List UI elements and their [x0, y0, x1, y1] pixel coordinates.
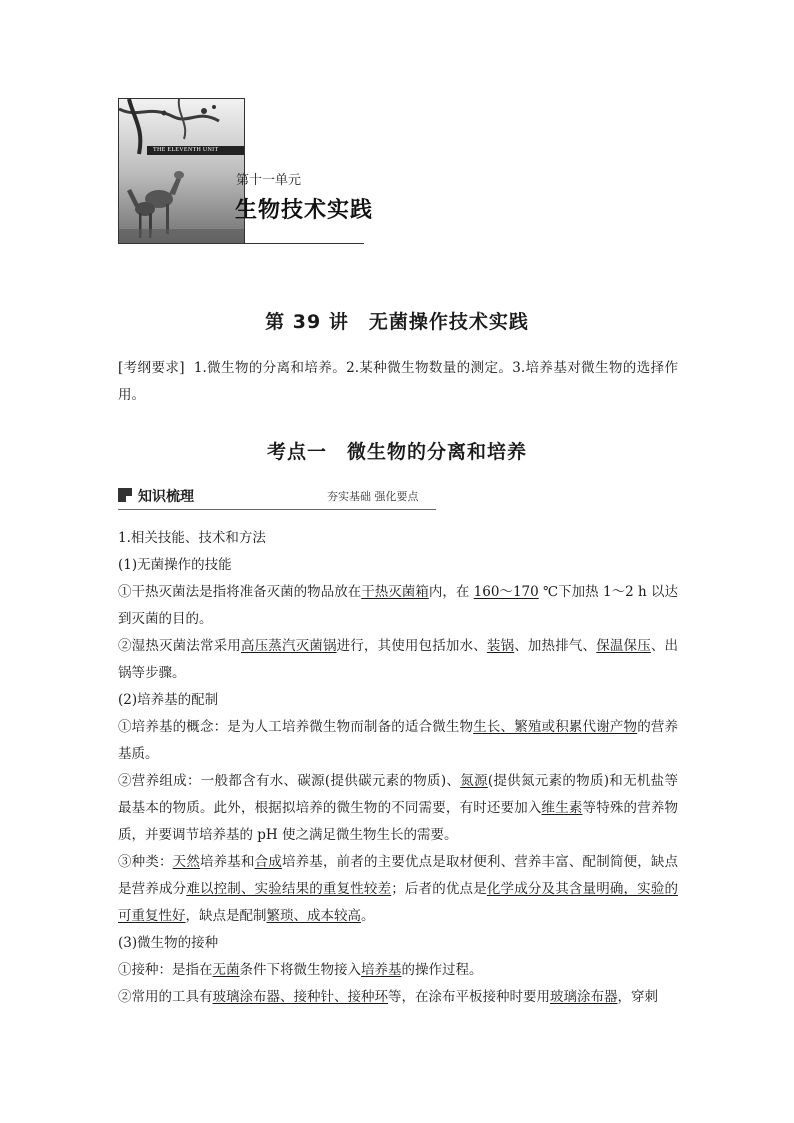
- subheading-2: (2)培养基的配制: [118, 692, 219, 708]
- section-subtitle: 夯实基础 强化要点: [327, 490, 419, 503]
- lecture-title: 第 39 讲 无菌操作技术实践: [265, 311, 529, 333]
- paragraph-medium-concept: ①培养基的概念：是为人工培养微生物而制备的适合微生物生长、繁殖或积累代谢产物的营养基质。: [118, 719, 679, 762]
- paragraph-medium-types: ③种类：天然培养基和合成培养基，前者的主要优点是取材便利、营养丰富、配制简便，缺点是营养成分难以控制、实验结果的重复性较差；后者的优点是化学成分及其含量明确，实验的可重复性好，缺点是配制繁琐、成本较高。: [118, 854, 679, 924]
- frame-line-horizontal: [244, 243, 364, 244]
- unit-header: [118, 98, 248, 244]
- unit-label: 第十一单元: [236, 173, 302, 188]
- unit-cover-photo: [118, 98, 245, 244]
- subheading-3: (3)微生物的接种: [118, 935, 219, 951]
- content-body: [118, 525, 678, 1011]
- topic-title: 考点一 微生物的分离和培养: [266, 441, 527, 463]
- requirements-tag: [考纲要求]: [118, 360, 185, 376]
- paragraph-inoculation: ①接种：是指在无菌条件下将微生物接入培养基的操作过程。: [118, 962, 483, 978]
- heading-1: 1.相关技能、技术和方法: [118, 530, 266, 546]
- paragraph-dry-heat: ①干热灭菌法是指将准备灭菌的物品放在干热灭菌箱内，在 160～170 ℃下加热 1～2 h 以达到灭菌的目的。: [118, 584, 679, 627]
- section-label: 知识梳理: [138, 489, 194, 505]
- paragraph-nutrients: ②营养组成：一般都含有水、碳源(提供碳元素的物质)、氮源(提供氮元素的物质)和无机盐等最基本的物质。此外，根据拟培养的微生物的不同需要，有时还要加入维生素等特殊的营养物质，并要调节培养基的 pH 使之满足微生物生长的需要。: [118, 773, 679, 843]
- subheading-1: (1)无菌操作的技能: [118, 557, 232, 573]
- unit-title: 生物技术实践: [235, 198, 374, 223]
- paragraph-moist-heat: ②湿热灭菌法常采用高压蒸汽灭菌锅进行，其使用包括加水、装锅、加热排气、保温保压、出锅等步骤。: [118, 638, 679, 681]
- exam-requirements: [118, 355, 678, 409]
- unit-banner: THE ELEVENTH UNIT: [147, 146, 245, 155]
- section-square-icon: [118, 488, 132, 502]
- section-divider: [118, 509, 436, 510]
- requirements-text: 1.微生物的分离和培养。2.某种微生物数量的测定。3.培养基对微生物的选择作用。: [118, 360, 678, 403]
- paragraph-tools: ②常用的工具有玻璃涂布器、接种针、接种环等，在涂布平板接种时要用玻璃涂布器，穿刺: [118, 989, 658, 1005]
- section-header: [118, 485, 436, 511]
